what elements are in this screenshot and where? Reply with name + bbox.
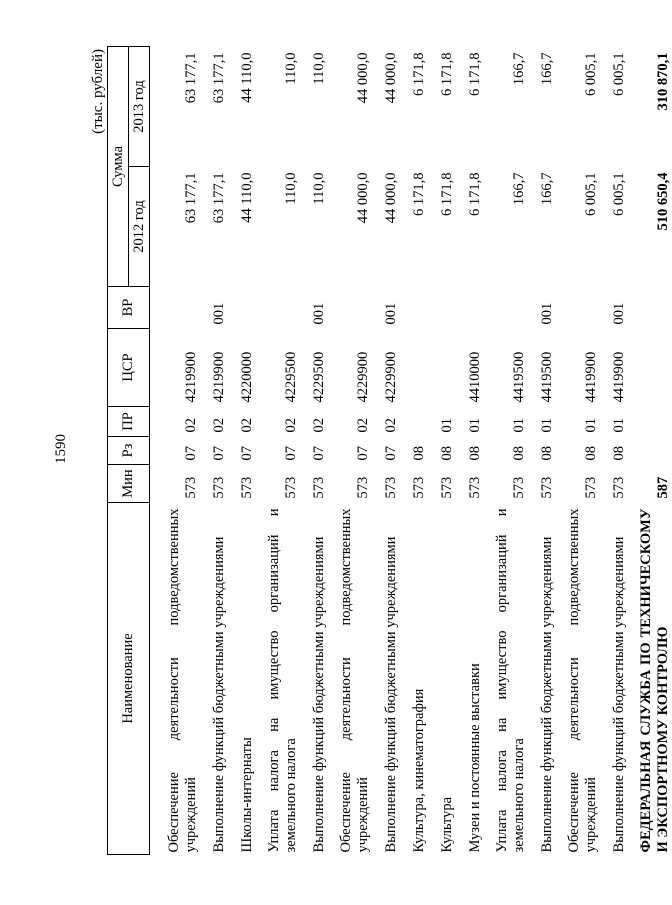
- row-name: Обеспечение деятельности подведомственных учреждений: [566, 508, 599, 853]
- row-min: 573: [239, 476, 255, 499]
- table-header: [108, 47, 150, 855]
- row-sum-2012: 63 177,1: [183, 172, 199, 224]
- row-name: Музеи и постоянные выставки: [467, 663, 483, 853]
- row-sum-2012: 44 000,0: [383, 172, 399, 224]
- row-vr: [556, 287, 600, 329]
- row-sum-2013: 310 870,1: [655, 52, 671, 111]
- page-number: 1590: [53, 434, 69, 464]
- table-row: [528, 47, 556, 855]
- row-rz: 08: [611, 446, 627, 461]
- row-vr: [428, 287, 456, 329]
- row-sum-2012: 6 005,1: [583, 172, 599, 216]
- row-min: 573: [511, 476, 527, 499]
- row-min: 573: [611, 476, 627, 499]
- row-pr: [628, 407, 672, 437]
- row-rz: 08: [439, 446, 455, 461]
- row-csr: 4419500: [511, 351, 527, 403]
- row-vr: [628, 287, 672, 329]
- row-vr: 001: [539, 302, 555, 325]
- row-csr: 4220000: [239, 351, 255, 403]
- row-sum-2012: 63 177,1: [211, 172, 227, 224]
- header-name: Наименование: [108, 503, 150, 855]
- row-pr: 02: [211, 418, 227, 433]
- header-rz: Рз: [108, 437, 150, 465]
- units-note: (тыс. рублей): [90, 49, 106, 134]
- row-min: 573: [311, 476, 327, 499]
- row-name: ФЕДЕРАЛЬНАЯ СЛУЖБА ПО ТЕХНИЧЕСКОМУ И ЭКСПОРТНОМУ КОНТРОЛЮ: [638, 508, 671, 853]
- row-sum-2012: 6 005,1: [611, 172, 627, 216]
- row-sum-2013: 6 005,1: [611, 52, 627, 96]
- row-sum-2013: 44 000,0: [383, 52, 399, 104]
- row-csr: 4229900: [355, 351, 371, 403]
- row-vr: [228, 287, 256, 329]
- row-sum-2012: 166,7: [511, 172, 527, 206]
- table-row: [556, 47, 600, 855]
- row-csr: 4229900: [383, 351, 399, 403]
- table-row: [400, 47, 428, 855]
- row-min: 573: [583, 476, 599, 499]
- row-pr: 02: [183, 418, 199, 433]
- row-sum-2012: 110,0: [311, 172, 327, 205]
- row-rz: 08: [411, 446, 427, 461]
- row-rz: [628, 437, 672, 465]
- table-body: [150, 47, 672, 855]
- row-csr: [400, 329, 428, 407]
- row-sum-2012: 44 000,0: [355, 172, 371, 224]
- row-name: Уплата налога на имущество организаций и земельного налога: [494, 508, 527, 853]
- row-sum-2013: 166,7: [539, 52, 555, 86]
- row-vr: [456, 287, 484, 329]
- row-sum-2013: 166,7: [511, 52, 527, 86]
- row-vr: 001: [211, 302, 227, 325]
- table-row: [228, 47, 256, 855]
- header-pr: ПР: [108, 407, 150, 437]
- row-sum-2012: 110,0: [283, 172, 299, 205]
- row-vr: [328, 287, 372, 329]
- row-min: 573: [383, 476, 399, 499]
- row-sum-2013: 63 177,1: [183, 52, 199, 104]
- row-sum-2012: 510 650,4: [655, 172, 671, 231]
- row-vr: 001: [611, 302, 627, 325]
- row-csr: 4410000: [467, 351, 483, 403]
- row-sum-2012: 6 171,8: [467, 172, 483, 216]
- row-rz: 07: [383, 446, 399, 461]
- table-row: [484, 47, 528, 855]
- row-csr: 4419500: [539, 351, 555, 403]
- row-sum-2013: 6 171,8: [467, 52, 483, 96]
- header-year-2013: 2013 год: [129, 47, 150, 167]
- row-min: 573: [183, 476, 199, 499]
- row-name: Культура: [439, 796, 455, 853]
- row-sum-2012: 6 171,8: [439, 172, 455, 216]
- row-name: Выполнение функций бюджетными учреждениями: [311, 536, 327, 853]
- row-rz: 07: [283, 446, 299, 461]
- row-csr: 4219900: [183, 351, 199, 403]
- row-pr: 02: [311, 418, 327, 433]
- row-vr: [256, 287, 300, 329]
- row-rz: 08: [539, 446, 555, 461]
- row-csr: 4229500: [311, 351, 327, 403]
- row-rz: 07: [355, 446, 371, 461]
- row-min: 573: [467, 476, 483, 499]
- row-name: Школы-интернаты: [239, 737, 255, 853]
- row-sum-2013: 6 005,1: [583, 52, 599, 96]
- row-sum-2013: 44 110,0: [239, 52, 255, 103]
- table-row: [428, 47, 456, 855]
- row-vr: [400, 287, 428, 329]
- row-rz: 08: [511, 446, 527, 461]
- row-min: 573: [355, 476, 371, 499]
- row-min: 587: [655, 476, 671, 499]
- row-pr: 02: [239, 418, 255, 433]
- row-pr: 01: [583, 418, 599, 433]
- row-sum-2013: 110,0: [283, 52, 299, 85]
- row-csr: [628, 329, 672, 407]
- header-year-2012: 2012 год: [129, 167, 150, 287]
- row-csr: 4219900: [211, 351, 227, 403]
- budget-table: [107, 46, 672, 855]
- row-min: 573: [439, 476, 455, 499]
- row-sum-2013: 44 000,0: [355, 52, 371, 104]
- row-pr: 01: [539, 418, 555, 433]
- row-pr: 01: [611, 418, 627, 433]
- row-sum-2012: 6 171,8: [411, 172, 427, 216]
- row-pr: 01: [467, 418, 483, 433]
- table-row: [328, 47, 372, 855]
- header-csr: ЦСР: [108, 329, 150, 407]
- row-rz: 07: [211, 446, 227, 461]
- table-row: [200, 47, 228, 855]
- table-row: [456, 47, 484, 855]
- table-row: [600, 47, 628, 855]
- row-csr: 4419900: [611, 351, 627, 403]
- row-csr: 4229500: [283, 351, 299, 403]
- row-name: Выполнение функций бюджетными учреждениями: [211, 536, 227, 853]
- row-name: Выполнение функций бюджетными учреждениями: [611, 536, 627, 853]
- row-name: Уплата налога на имущество организаций и земельного налога: [266, 508, 299, 853]
- rotated-page: [85, 45, 671, 855]
- table-row: [372, 47, 400, 855]
- row-pr: 02: [355, 418, 371, 433]
- row-vr: 001: [311, 302, 327, 325]
- row-min: 573: [211, 476, 227, 499]
- row-csr: 4419900: [583, 351, 599, 403]
- row-name: Культура, кинематография: [411, 688, 427, 853]
- row-pr: 02: [283, 418, 299, 433]
- header-vr: ВР: [108, 287, 150, 329]
- row-pr: 01: [439, 418, 455, 433]
- header-min: Мин: [108, 465, 150, 503]
- row-vr: 001: [383, 302, 399, 325]
- row-sum-2012: 44 110,0: [239, 172, 255, 223]
- row-rz: 08: [467, 446, 483, 461]
- row-rz: 08: [583, 446, 599, 461]
- row-name: Выполнение функций бюджетными учреждениями: [383, 536, 399, 853]
- table-row: [300, 47, 328, 855]
- row-sum-2013: 110,0: [311, 52, 327, 85]
- row-sum-2013: 6 171,8: [439, 52, 455, 96]
- table-row: [150, 47, 201, 855]
- row-sum-2012: 166,7: [539, 172, 555, 206]
- row-name: Обеспечение деятельности подведомственных учреждений: [338, 508, 371, 853]
- row-sum-2013: 63 177,1: [211, 52, 227, 104]
- header-sum: Сумма: [108, 47, 129, 287]
- row-name: Обеспечение деятельности подведомственных учреждений: [166, 508, 199, 853]
- table-row: [256, 47, 300, 855]
- row-rz: 07: [239, 446, 255, 461]
- row-rz: 07: [311, 446, 327, 461]
- row-vr: [484, 287, 528, 329]
- row-pr: 02: [383, 418, 399, 433]
- row-min: 573: [411, 476, 427, 499]
- row-vr: [150, 287, 201, 329]
- row-pr: [400, 407, 428, 437]
- row-rz: 07: [183, 446, 199, 461]
- table-row: [628, 47, 672, 855]
- row-min: 573: [283, 476, 299, 499]
- row-min: 573: [539, 476, 555, 499]
- row-pr: 01: [511, 418, 527, 433]
- row-csr: [428, 329, 456, 407]
- row-sum-2013: 6 171,8: [411, 52, 427, 96]
- row-name: Выполнение функций бюджетными учреждениями: [539, 536, 555, 853]
